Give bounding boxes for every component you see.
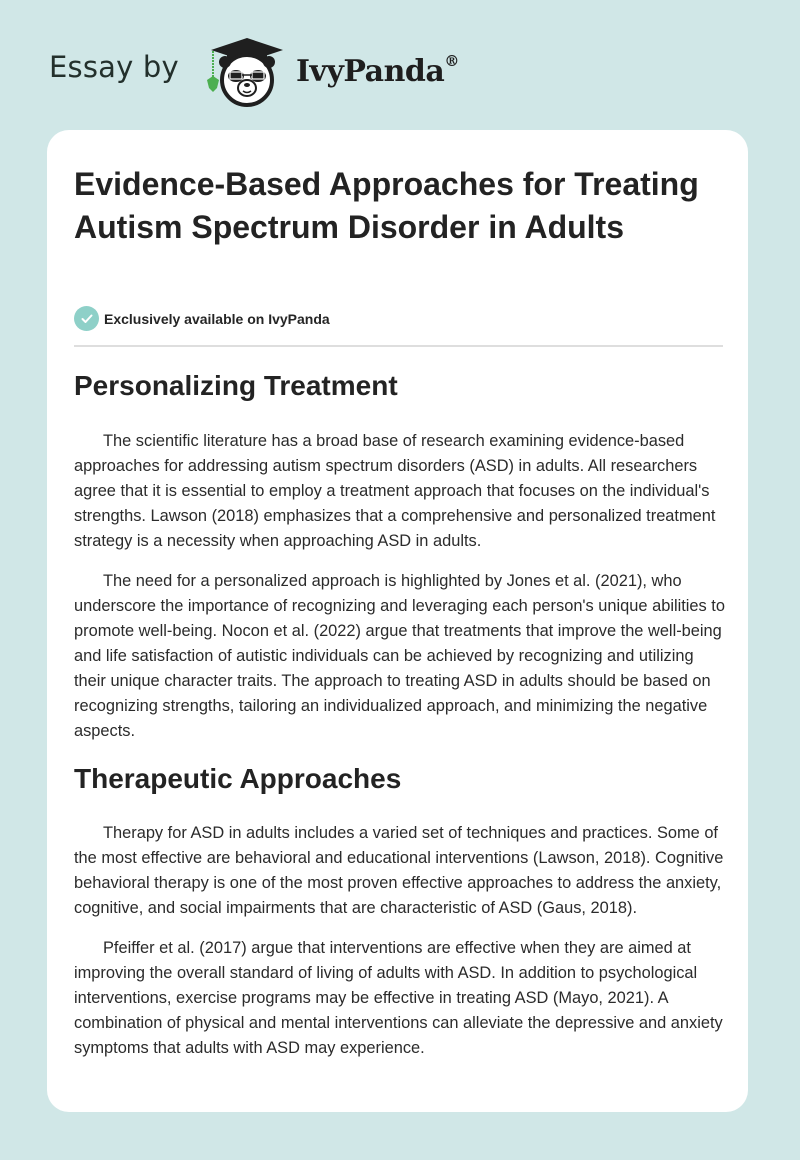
badge-text: Exclusively available on IvyPanda <box>104 310 330 327</box>
essay-content <box>74 366 726 1061</box>
divider <box>74 345 723 347</box>
check-circle-icon <box>74 306 99 331</box>
section-personalizing-treatment <box>74 366 726 744</box>
site-header <box>0 0 800 128</box>
paragraph: The need for a personalized approach is highlighted by Jones et al. (2021), who underscore the importance of recognizing and leveraging each person's unique abilities to promote well-being. Nocon et al. (2022) argue that treatments that improve the well-being and life satisfaction of autistic individuals can be achieved by recognizing and utilizing their unique character traits. The approach to treating ASD in adults should be based on recognizing strengths, tailoring an individualized approach, and minimizing the negative aspects. <box>74 572 725 740</box>
paragraph: Therapy for ASD in adults includes a varied set of techniques and practices. Some of the most effective are behavioral and educational interventions (Lawson, 2018). Cognitive behavioral therapy is one of the most proven effective approaches to address the anxiety, cognitive, and social impairments that are characteristic of ASD (Gaus, 2018). <box>74 824 724 917</box>
section-heading: Therapeutic Approaches <box>74 763 402 794</box>
section-therapeutic-approaches <box>74 759 726 1061</box>
essay-card <box>47 130 748 1112</box>
exclusive-badge <box>74 306 330 331</box>
page-title: Evidence-Based Approaches for Treating Autism Spectrum Disorder in Adults <box>74 166 699 245</box>
brand-name[interactable] <box>296 54 459 89</box>
registered-mark: ® <box>444 52 459 70</box>
paragraph: Pfeiffer et al. (2017) argue that interventions are effective when they are aimed at improving the overall standard of living of adults with ASD. In addition to psychological interventions, exercise programs may be effective in treating ASD (Mayo, 2021). A combination of physical and mental interventions can alleviate the depressive and anxiety symptoms that adults with ASD may experience. <box>74 939 723 1057</box>
panda-graduate-icon[interactable] <box>203 36 291 108</box>
section-heading: Personalizing Treatment <box>74 370 398 401</box>
brand-text: IvyPanda <box>296 54 445 89</box>
essay-by-label: Essay by <box>49 50 179 84</box>
paragraph: The scientific literature has a broad base of research examining evidence-based approaches for addressing autism spectrum disorders (ASD) in adults. All researchers agree that it is essential to employ a treatment approach that focuses on the individual's strengths. Lawson (2018) emphasizes that a comprehensive and personalized treatment strategy is a necessity when approaching ASD in adults. <box>74 432 716 550</box>
